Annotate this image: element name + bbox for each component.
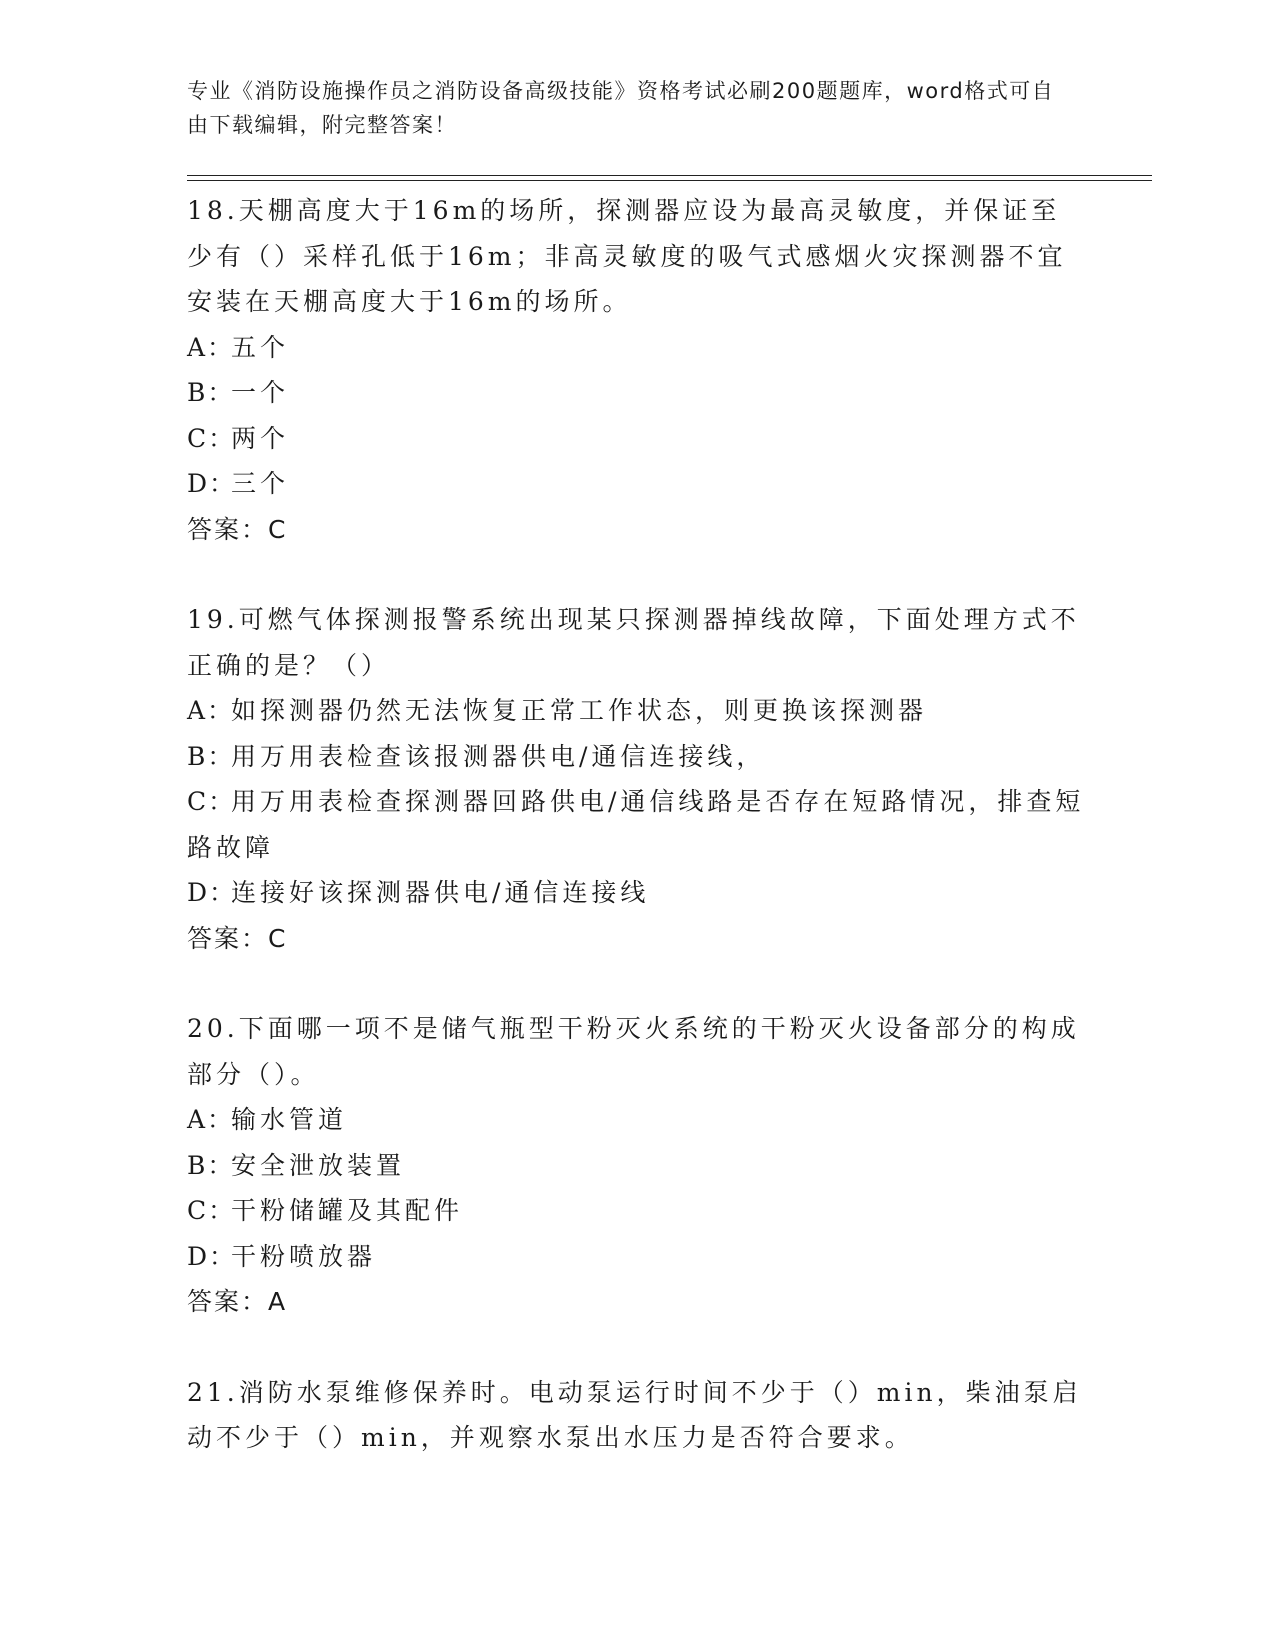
option-a [187,1097,1087,1143]
option-a [187,688,1087,734]
question-stem: 19.可燃气体探测报警系统出现某只探测器掉线故障，下面处理方式不正确的是？（） [187,605,1080,680]
question-spacer [187,552,1087,597]
option-text: 两个 [231,423,290,453]
option-c [187,779,1087,870]
option-key: A： [187,1105,235,1134]
option-key: D： [187,1241,237,1271]
header-divider-top [187,175,1152,176]
option-b [187,734,1087,780]
option-text: 干粉储罐及其配件 [231,1196,464,1225]
answer-line [187,916,1087,962]
option-key: C： [187,1196,236,1225]
option-text: 五个 [231,332,290,362]
option-key: B： [187,1150,235,1180]
option-d [187,461,1087,507]
option-key: B： [187,378,235,407]
answer-value: A [268,1287,288,1316]
option-key: C： [187,787,236,816]
option-c [187,416,1087,462]
question-21 [187,1370,1087,1461]
option-b [187,370,1087,416]
question-20 [187,1006,1087,1325]
option-text: 用万用表检查探测器回路供电/通信线路是否存在短路情况，排查短路故障 [187,787,1085,862]
option-key: A： [187,696,235,725]
question-spacer [187,961,1087,1006]
option-text: 用万用表检查该报测器供电/通信连接线， [231,741,766,771]
option-text: 输水管道 [231,1105,348,1134]
option-text: 三个 [231,469,290,498]
option-key: B： [187,741,235,771]
answer-value: C [268,923,288,953]
document-header: 专业《消防设施操作员之消防设备高级技能》资格考试必刷200题题库，word格式可自由下载编辑，附完整答案！ [187,79,1055,137]
question-stem: 18.天棚高度大于16m的场所，探测器应设为最高灵敏度，并保证至少有（）采样孔低于16m；非高灵敏度的吸气式感烟火灾探测器不宜安装在天棚高度大于16m的场所。 [187,196,1067,316]
answer-line [187,1279,1087,1325]
question-18 [187,188,1087,552]
option-text: 干粉喷放器 [231,1241,377,1271]
answer-line [187,507,1087,553]
answer-value: C [268,514,288,544]
option-text: 一个 [231,378,290,407]
option-key: A： [187,332,235,362]
option-c [187,1188,1087,1234]
option-key: D： [187,469,237,498]
option-d [187,870,1087,916]
answer-label: 答案： [187,923,269,953]
answer-label: 答案： [187,1287,269,1316]
option-d [187,1234,1087,1280]
header-divider-bottom [187,180,1152,181]
option-a [187,325,1087,371]
option-text: 安全泄放装置 [231,1150,406,1180]
option-key: C： [187,423,236,453]
option-key: D： [187,878,237,907]
question-list [187,188,1087,1461]
question-stem: 20.下面哪一项不是储气瓶型干粉灭火系统的干粉灭火设备部分的构成部分（）。 [187,1014,1080,1089]
answer-label: 答案： [187,514,269,544]
question-stem: 21.消防水泵维修保养时。电动泵运行时间不少于（）min，柴油泵启动不少于（）min，并观察水泵出水压力是否符合要求。 [187,1377,1082,1452]
option-text: 如探测器仍然无法恢复正常工作状态，则更换该探测器 [231,696,928,725]
option-text: 连接好该探测器供电/通信连接线 [231,878,650,907]
option-b [187,1143,1087,1189]
question-19 [187,597,1087,961]
question-spacer [187,1325,1087,1370]
